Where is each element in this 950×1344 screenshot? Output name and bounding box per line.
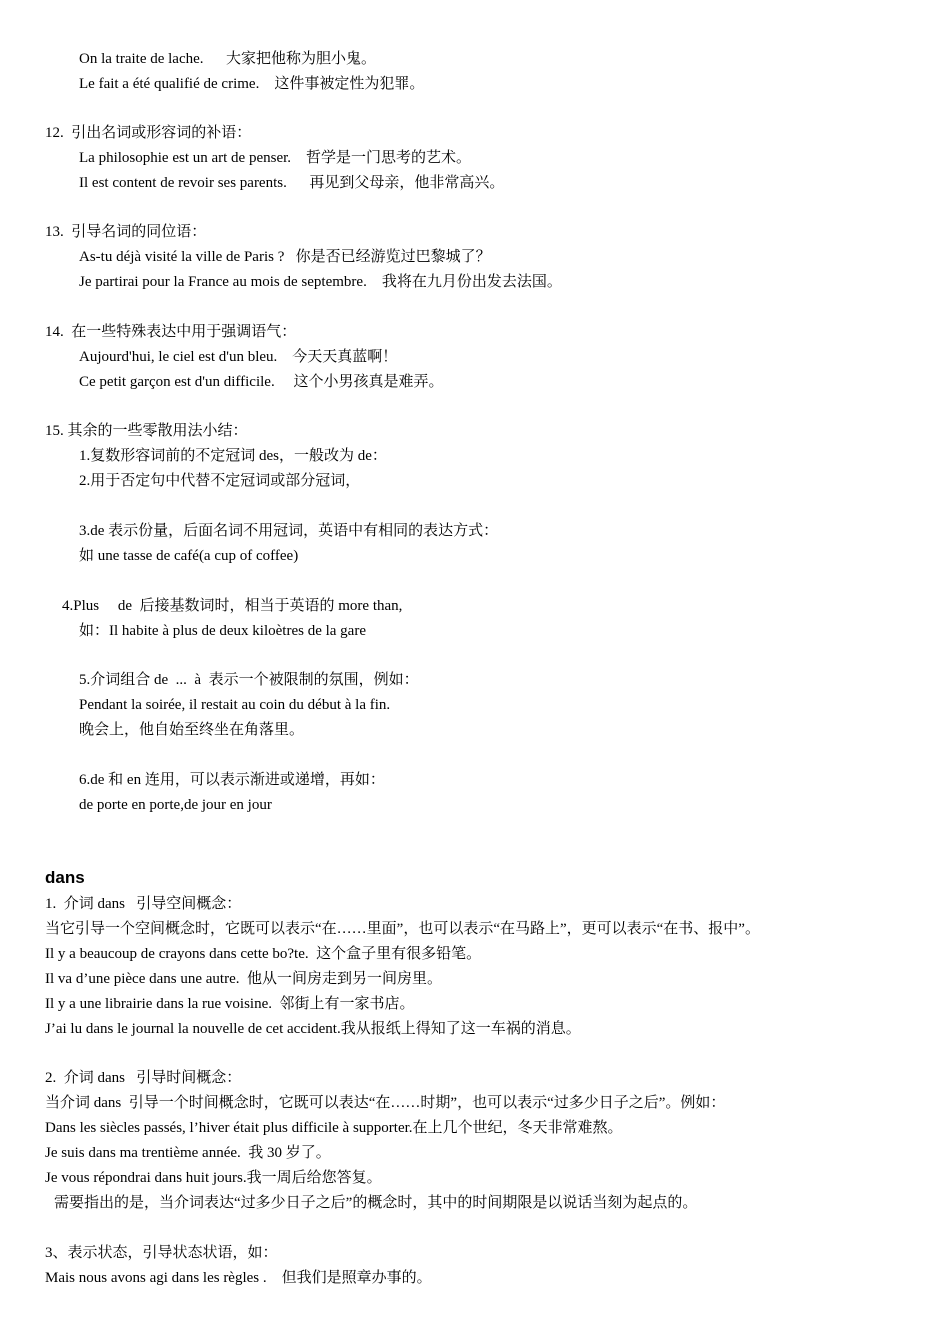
text-line: 如：Il habite à plus de deux kiloètres de la gare xyxy=(79,623,366,639)
text-line: de porte en porte,de jour en jour xyxy=(79,797,272,813)
text-line: Il est content de revoir ses parents. 再见到父母亲，他非常高兴。 xyxy=(79,175,505,191)
text-line: Pendant la soirée, il restait au coin du début à la fin. xyxy=(79,697,391,713)
text-line: 当介词 dans 引导一个时间概念时，它既可以表达“在……时期”，也可以表示“过多少日子之后”。例如： xyxy=(45,1095,726,1111)
text-line: 1.复数形容词前的不定冠词 des，一般改为 de： xyxy=(79,448,387,464)
text-line: Il y a une librairie dans la rue voisine. 邻街上有一家书店。 xyxy=(45,996,415,1012)
text-line: Mais nous avons agi dans les règles . 但我们是照章办事的。 xyxy=(45,1270,432,1286)
text-line: Il y a beaucoup de crayons dans cette bo?te. 这个盒子里有很多铅笔。 xyxy=(45,946,482,962)
text-line: Le fait a été qualifié de crime. 这件事被定性为犯罪。 xyxy=(79,76,425,92)
text-line: 3.de 表示份量，后面名词不用冠词，英语中有相同的表达方式： xyxy=(79,523,499,539)
text-line: J’ai lu dans le journal la nouvelle de cet accident.我从报纸上得知了这一车祸的消息。 xyxy=(45,1021,581,1037)
text-line: 晚会上，他自始至终坐在角落里。 xyxy=(79,722,305,738)
text-line: Je vous répondrai dans huit jours.我一周后给您答复。 xyxy=(45,1170,382,1186)
text-line: 当它引导一个空间概念时，它既可以表示“在……里面”，也可以表示“在马路上”，更可以表示“在书、报中”。 xyxy=(45,921,760,937)
section-heading-15: 15. 其余的一些零散用法小结： xyxy=(45,423,248,439)
text-line: Dans les siècles passés, l’hiver était plus difficile à supporter.在上几个世纪，冬天非常难熬。 xyxy=(45,1120,623,1136)
section-heading-dans-1: 1. 介词 dans 引导空间概念： xyxy=(45,896,242,912)
text-line: Ce petit garçon est d'un difficile. 这个小男孩真是难弄。 xyxy=(79,374,444,390)
text-line: 4.Plus de 后接基数词时，相当于英语的 more than, xyxy=(62,598,403,614)
section-heading-dans-3: 3、表示状态，引导状态状语，如： xyxy=(45,1245,278,1261)
text-line: 如 une tasse de café(a cup of coffee) xyxy=(79,548,299,564)
section-heading-12: 12. 引出名词或形容词的补语： xyxy=(45,125,252,141)
text-line: Aujourd'hui, le ciel est d'un bleu. 今天天真蓝啊！ xyxy=(79,349,398,365)
text-line: 5.介词组合 de ... à 表示一个被限制的氛围，例如： xyxy=(79,672,419,688)
section-title-dans: dans xyxy=(45,868,85,887)
text-line: 需要指出的是，当介词表达“过多少日子之后”的概念时，其中的时间期限是以说话当刻为起点的。 xyxy=(54,1195,698,1211)
text-line: 2.用于否定句中代替不定冠词或部分冠词， xyxy=(79,473,361,489)
text-line: As-tu déjà visité la ville de Paris ? 你是否已经游览过巴黎城了？ xyxy=(79,249,491,265)
text-line: Je partirai pour la France au mois de septembre. 我将在九月份出发去法国。 xyxy=(79,274,562,290)
text-line: La philosophie est un art de penser. 哲学是一门思考的艺术。 xyxy=(79,150,472,166)
section-heading-14: 14. 在一些特殊表达中用于强调语气： xyxy=(45,324,297,340)
text-line: Il va d’une pièce dans une autre. 他从一间房走到另一间房里。 xyxy=(45,971,442,987)
section-heading-dans-2: 2. 介词 dans 引导时间概念： xyxy=(45,1070,242,1086)
text-line: Je suis dans ma trentième année. 我 30 岁了。 xyxy=(45,1145,331,1161)
section-heading-13: 13. 引导名词的同位语： xyxy=(45,224,207,240)
text-line: On la traite de lache. 大家把他称为胆小鬼。 xyxy=(79,51,377,67)
text-line: 6.de 和 en 连用，可以表示渐进或递增，再如： xyxy=(79,772,385,788)
